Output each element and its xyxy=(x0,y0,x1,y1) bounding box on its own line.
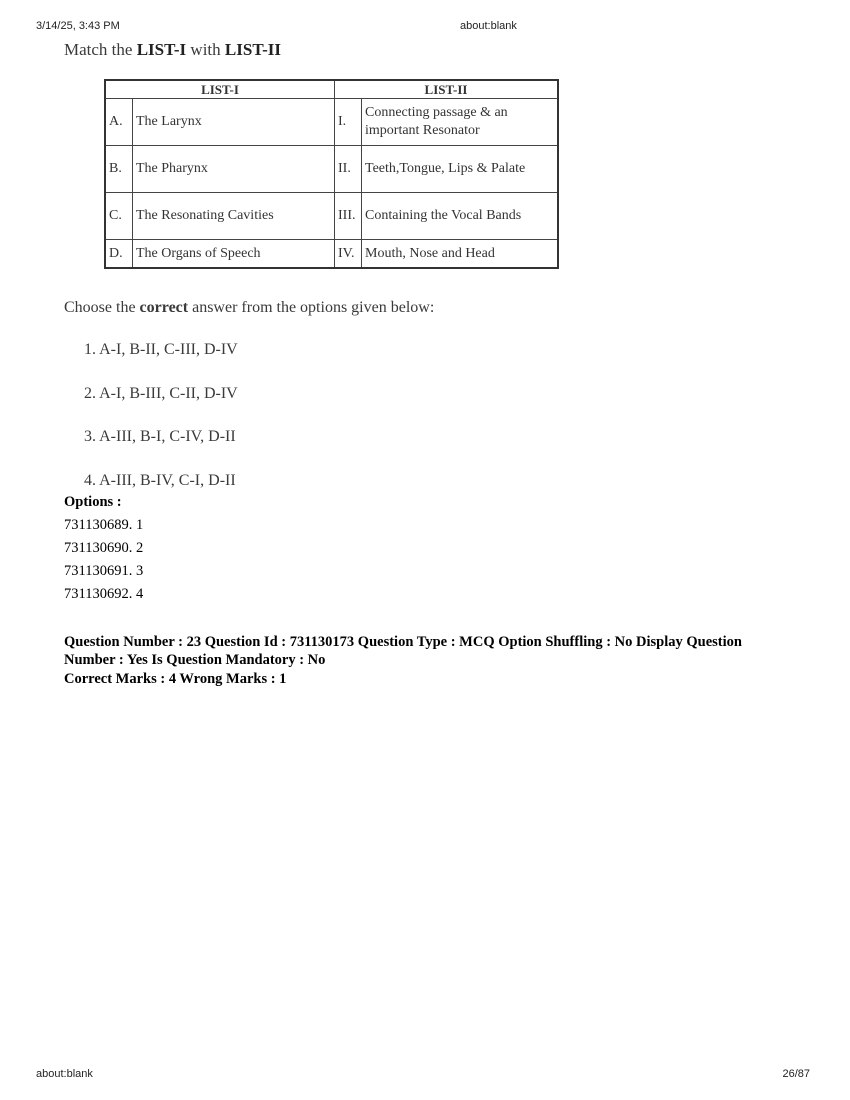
list-ii-header: LIST-II xyxy=(335,80,559,99)
row-letter: C. xyxy=(105,193,133,240)
choose-bold: correct xyxy=(139,299,189,316)
table-row xyxy=(105,240,558,269)
match-table xyxy=(104,79,559,269)
question-meta: Question Number : 23 Question Id : 731130173 Question Type : MCQ Option Shuffling : No Display Question Number : Yes Is Question Mandatory : No xyxy=(64,634,742,668)
row-list-ii-item: Teeth,Tongue, Lips & Palate xyxy=(362,146,559,193)
row-letter: B. xyxy=(105,146,133,193)
row-numeral: I. xyxy=(335,99,362,146)
match-instruction-mid: with xyxy=(186,40,225,59)
print-footer-page-number: 26/87 xyxy=(782,1068,810,1080)
match-instruction-list2: LIST-II xyxy=(224,40,281,59)
option-id-4: 731130692. 4 xyxy=(64,586,144,602)
option-id-2: 731130690. 2 xyxy=(64,540,144,556)
list-i-header: LIST-I xyxy=(105,80,335,99)
match-instruction xyxy=(64,40,281,60)
options-label: Options : xyxy=(64,494,122,510)
row-list-i-item: The Resonating Cavities xyxy=(133,193,335,240)
answer-choice-1: 1. A-I, B-II, C-III, D-IV xyxy=(84,341,238,358)
row-letter: D. xyxy=(105,240,133,269)
row-numeral: III. xyxy=(335,193,362,240)
row-list-ii-item: Containing the Vocal Bands xyxy=(362,193,559,240)
row-list-ii-item: Mouth, Nose and Head xyxy=(362,240,559,269)
match-instruction-prefix: Match the xyxy=(64,40,137,59)
print-footer-url: about:blank xyxy=(36,1068,93,1080)
answer-choice-4: 4. A-III, B-IV, C-I, D-II xyxy=(84,472,236,489)
choose-suffix: answer from the options given below: xyxy=(188,299,435,316)
answer-choice-3: 3. A-III, B-I, C-IV, D-II xyxy=(84,428,236,445)
print-header-url: about:blank xyxy=(460,20,517,32)
question-marks: Correct Marks : 4 Wrong Marks : 1 xyxy=(64,671,287,687)
row-list-i-item: The Organs of Speech xyxy=(133,240,335,269)
row-numeral: II. xyxy=(335,146,362,193)
table-row xyxy=(105,99,558,146)
choose-instruction xyxy=(64,299,434,317)
option-id-1: 731130689. 1 xyxy=(64,517,144,533)
match-table-header xyxy=(105,80,558,99)
row-list-i-item: The Larynx xyxy=(133,99,335,146)
row-letter: A. xyxy=(105,99,133,146)
print-header-datetime: 3/14/25, 3:43 PM xyxy=(36,20,120,32)
answer-choice-2: 2. A-I, B-III, C-II, D-IV xyxy=(84,385,238,402)
row-list-ii-item: Connecting passage & an important Resonator xyxy=(362,99,559,146)
table-row xyxy=(105,146,558,193)
choose-prefix: Choose the xyxy=(64,299,140,316)
row-list-i-item: The Pharynx xyxy=(133,146,335,193)
table-row xyxy=(105,193,558,240)
row-numeral: IV. xyxy=(335,240,362,269)
match-instruction-list1: LIST-I xyxy=(136,40,187,59)
option-id-3: 731130691. 3 xyxy=(64,563,144,579)
